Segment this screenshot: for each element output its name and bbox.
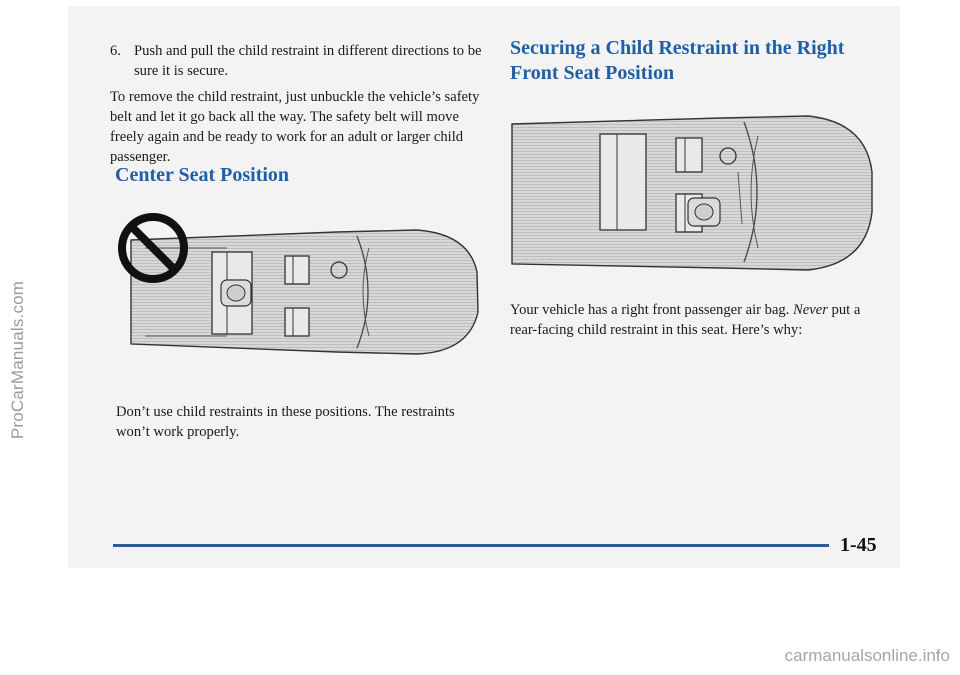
heading-right-front-seat: Securing a Child Restraint in the Right Front Seat Position xyxy=(510,37,845,84)
heading-center-seat: Center Seat Position xyxy=(115,164,290,186)
bottom-watermark: carmanualsonline.info xyxy=(784,646,950,665)
front-left-seat xyxy=(285,256,309,284)
list-item-6 xyxy=(112,41,482,81)
never-emphasis: Never xyxy=(793,302,828,318)
center-child-restraint xyxy=(221,280,251,306)
right-front-seat-diagram xyxy=(508,112,878,277)
front-left-seat xyxy=(676,138,702,172)
paragraph-airbag-warning xyxy=(510,300,885,340)
paragraph-center-warning: Don’t use child restraints in these positions. The restraints won’t work properly. xyxy=(116,404,455,440)
list-item-number: 6. xyxy=(110,43,121,59)
airbag-text-b: put a rear-facing child restraint in this seat. Here’s why: xyxy=(510,302,861,338)
footer-rule xyxy=(113,544,829,547)
paragraph-remove-restraint: To remove the child restraint, just unbuckle the vehicle’s safety belt and let it go back all the way. The safety belt will move freely again and be ready to work for an adult or larger child passenger. xyxy=(110,89,480,165)
page-number: 1-45 xyxy=(840,534,877,556)
airbag-text-a: Your vehicle has a right front passenger air bag. xyxy=(510,302,794,318)
front-right-seat xyxy=(285,308,309,336)
front-right-child-restraint xyxy=(688,198,720,226)
side-watermark: ProCarManuals.com xyxy=(8,280,27,440)
rear-bench-seat xyxy=(600,134,646,230)
center-seat-diagram xyxy=(117,212,485,372)
list-item-text: Push and pull the child restraint in different directions to be sure it is secure. xyxy=(134,43,482,79)
